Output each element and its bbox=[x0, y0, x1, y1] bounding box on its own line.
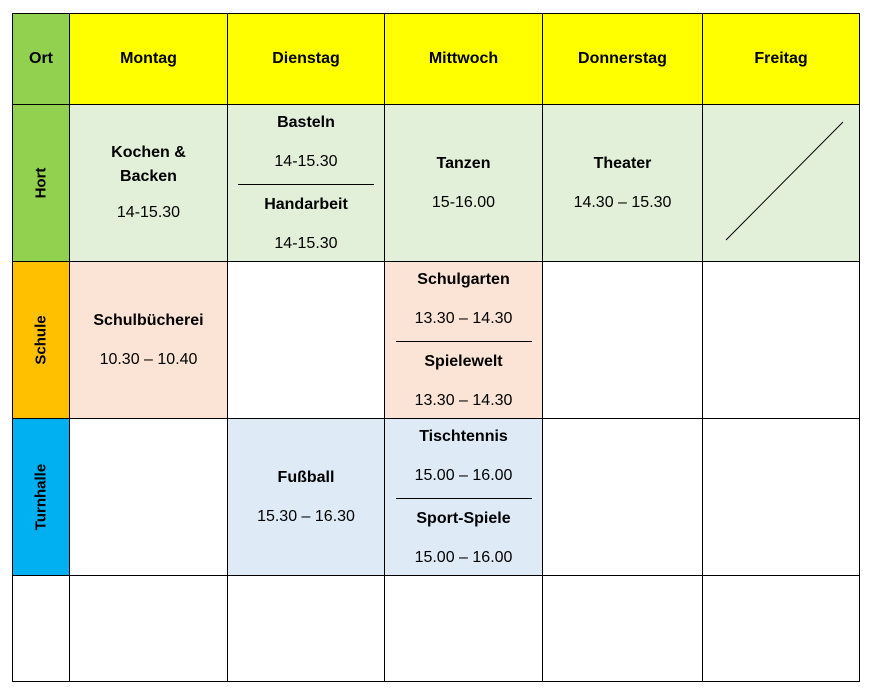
cell-turnhalle-mittwoch bbox=[385, 419, 543, 576]
activity-title: Tanzen bbox=[436, 154, 491, 172]
activity-time: 10.30 – 10.40 bbox=[99, 350, 198, 368]
row-schule bbox=[13, 262, 860, 419]
activity-time: 15.00 – 16.00 bbox=[414, 548, 513, 566]
activity-title: Theater bbox=[593, 154, 652, 172]
divider bbox=[238, 184, 374, 185]
activity-title: Handarbeit bbox=[264, 195, 348, 213]
cell-hort-mittwoch bbox=[385, 105, 543, 262]
activity-title: Tischtennis bbox=[419, 427, 508, 445]
row-empty bbox=[13, 576, 860, 682]
cell-turnhalle-dienstag bbox=[228, 419, 385, 576]
activity-time: 15.00 – 16.00 bbox=[414, 466, 513, 484]
activity-title: Schulgarten bbox=[417, 270, 510, 288]
cell-schule-freitag bbox=[703, 262, 860, 419]
location-label-schule: Schule bbox=[32, 315, 50, 365]
activity-time: 14-15.30 bbox=[274, 152, 338, 170]
location-schule bbox=[13, 262, 70, 419]
location-turnhalle bbox=[13, 419, 70, 576]
location-label-hort: Hort bbox=[32, 167, 50, 199]
activity-title: Spielewelt bbox=[424, 352, 503, 370]
ort-header: Ort bbox=[13, 14, 70, 105]
cell-turnhalle-montag bbox=[70, 419, 228, 576]
cell-schule-montag bbox=[70, 262, 228, 419]
activity-title: Sport-Spiele bbox=[416, 509, 511, 527]
activity-time: 14-15.30 bbox=[274, 234, 338, 252]
divider bbox=[396, 498, 532, 499]
cell-empty-freitag bbox=[703, 576, 860, 682]
day-header-donnerstag: Donnerstag bbox=[543, 14, 703, 105]
row-turnhalle bbox=[13, 419, 860, 576]
activity-time: 15-16.00 bbox=[431, 193, 496, 211]
activity-title: Schulbücherei bbox=[93, 311, 204, 329]
cell-schule-dienstag bbox=[228, 262, 385, 419]
cell-hort-dienstag bbox=[228, 105, 385, 262]
activity-time: 15.30 – 16.30 bbox=[257, 507, 355, 525]
cell-empty-mittwoch bbox=[385, 576, 543, 682]
header-row bbox=[13, 14, 860, 105]
diagonal-slash bbox=[703, 105, 859, 261]
activity-time: 13.30 – 14.30 bbox=[414, 309, 513, 327]
cell-empty-dienstag bbox=[228, 576, 385, 682]
cell-hort-donnerstag bbox=[543, 105, 703, 262]
schedule-table bbox=[12, 13, 860, 682]
row-hort bbox=[13, 105, 860, 262]
activity-title: Kochen & Backen bbox=[111, 144, 186, 185]
day-header-mittwoch: Mittwoch bbox=[385, 14, 543, 105]
cell-schule-donnerstag bbox=[543, 262, 703, 419]
cell-empty-montag bbox=[70, 576, 228, 682]
activity-time: 14.30 – 15.30 bbox=[573, 193, 672, 211]
cell-hort-freitag bbox=[703, 105, 860, 262]
cell-turnhalle-freitag bbox=[703, 419, 860, 576]
day-header-freitag: Freitag bbox=[703, 14, 860, 105]
location-label-turnhalle: Turnhalle bbox=[32, 463, 50, 531]
location-empty bbox=[13, 576, 70, 682]
activity-time: 13.30 – 14.30 bbox=[414, 391, 513, 409]
cell-empty-donnerstag bbox=[543, 576, 703, 682]
day-header-montag: Montag bbox=[70, 14, 228, 105]
cell-turnhalle-donnerstag bbox=[543, 419, 703, 576]
activity-title: Fußball bbox=[277, 468, 335, 486]
location-hort bbox=[13, 105, 70, 262]
cell-hort-montag bbox=[70, 105, 228, 262]
activity-time: 14-15.30 bbox=[116, 204, 181, 221]
divider bbox=[396, 341, 532, 342]
day-header-dienstag: Dienstag bbox=[228, 14, 385, 105]
activity-title: Basteln bbox=[277, 113, 335, 131]
cell-schule-mittwoch bbox=[385, 262, 543, 419]
